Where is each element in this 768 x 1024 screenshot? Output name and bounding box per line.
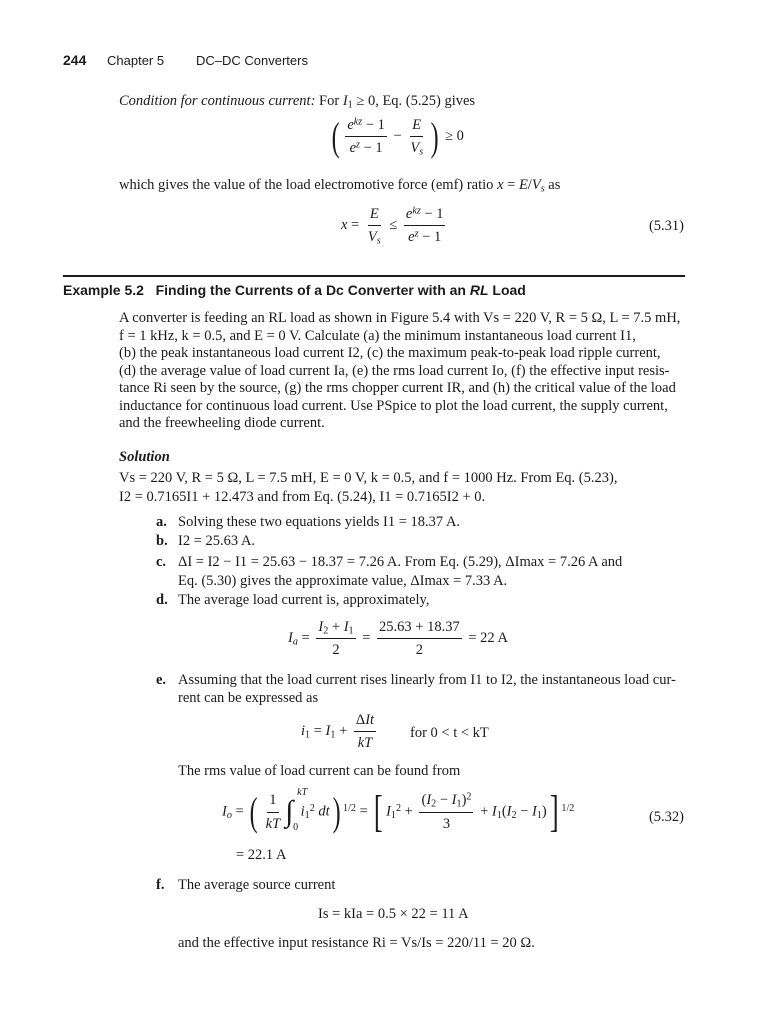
equation-5-32: $I_o$ = ( $\frac{1}{kT}$ ∫ kT 0 $i_1^2$ dt) $^{1/2}$ = [ $I_1^2$ + $\frac{(I_2 - I_1)^2}{3}$ + $I_1(I_2 - I_1)$] $^{1/2}$: [222, 787, 575, 836]
emf-sentence: which gives the value of the load electromotive force (emf) ratio $x = E/V_s$ as: [119, 177, 561, 195]
item-b-text: I2 = 25.63 A.: [178, 533, 256, 549]
item-c-label: c.: [156, 554, 167, 570]
condition-text-b: ≥ 0, Eq. (5.25) gives: [352, 93, 476, 109]
example-label: Example 5.2: [63, 282, 144, 298]
example-divider: [63, 275, 685, 277]
average-current-result: = 22 A: [468, 629, 508, 646]
item-f-label: f.: [156, 877, 165, 893]
item-d-label: d.: [156, 592, 168, 608]
problem-line: f = 1 kHz, k = 0.5, and E = 0 V. Calculate (a) the minimum instantaneous load current I1,: [119, 327, 636, 344]
item-e-label: e.: [156, 672, 167, 688]
item-f-text-1: The average source current: [178, 877, 336, 893]
solution-line-2: I2 = 0.7165I1 + 12.473 and from Eq. (5.24), I1 = 0.7165I2 + 0.: [119, 489, 486, 505]
condition-lead: Condition for continuous current:: [119, 93, 316, 109]
example-heading: Example 5.2 Finding the Currents of a Dc Converter with an RL Load: [63, 282, 526, 298]
item-e-text-2: rent can be expressed as: [178, 690, 319, 706]
equation-number-5-32: (5.32): [648, 809, 684, 825]
item-c-text-2: Eq. (5.30) gives the approximate value, ΔImax = 7.33 A.: [178, 573, 508, 589]
solution-line-1: Vs = 220 V, R = 5 Ω, L = 7.5 mH, E = 0 V, k = 0.5, and f = 1000 Hz. From Eq. (5.23),: [119, 470, 618, 486]
equation-5-31: x = $\frac{E}{V_s}$ ≤ $\frac{e^{kz} - 1}{e^z - 1}$: [341, 205, 444, 247]
geq-zero: ≥ 0: [445, 127, 464, 144]
average-current-equation: $I_a$ = $\frac{I_2 + I_1}{2}$ = $\frac{25.63 + 18.37}{2}$ = 22 A: [288, 619, 508, 659]
item-c-text-1: ΔI = I2 − I1 = 25.63 − 18.37 = 7.26 A. From Eq. (5.29), ΔImax = 7.26 A and: [178, 554, 623, 570]
condition-inequality: ( $\frac{e^{kz} - 1}{e^z - 1}$ − $\frac{E}{V_s}$ ) ≥ 0: [331, 113, 464, 159]
problem-line: tance Ri seen by the source, (g) the rms chopper current IR, and (h) the critical value of the load: [119, 380, 676, 396]
problem-line: A converter is feeding an RL load as shown in Figure 5.4 with Vs = 220 V, R = 5 Ω, L = 7.5 mH,: [119, 310, 681, 326]
example-problem: [119, 309, 686, 432]
chapter-title: DC–DC Converters: [196, 53, 308, 68]
source-current-equation: Is = kIa = 0.5 × 22 = 11 A: [318, 906, 469, 922]
item-b-label: b.: [156, 533, 168, 549]
item-e-text-3: The rms value of load current can be found from: [178, 763, 461, 779]
solution-heading: Solution: [119, 449, 170, 465]
item-a-label: a.: [156, 514, 167, 530]
page-number: 244: [63, 52, 87, 68]
item-a-text: Solving these two equations yields I1 = 18.37 A.: [178, 514, 461, 530]
problem-line: and the freewheeling diode current.: [119, 415, 325, 431]
chapter-label: Chapter 5: [107, 53, 165, 68]
problem-line: (d) the average value of load current Ia, (e) the rms load current Io, (f) the effective input resis-: [119, 362, 670, 379]
instantaneous-current-equation: $i_1 = I_1$ + $\frac{\text{ΔIt}}{kT}$: [301, 712, 375, 752]
time-condition: for 0 < t < kT: [410, 725, 489, 741]
example-title-a: Finding the Currents of a Dc Converter with an: [155, 282, 470, 298]
problem-line: (b) the peak instantaneous load current I2, (c) the maximum peak-to-peak load ripple current,: [119, 345, 661, 361]
item-f-text-2: and the effective input resistance Ri = Vs/Is = 220/11 = 20 Ω.: [178, 935, 535, 951]
item-d-text: The average load current is, approximately,: [178, 592, 430, 608]
condition-text-a: For: [319, 93, 343, 109]
item-e-text-1: Assuming that the load current rises linearly from I1 to I2, the instantaneous load cur-: [178, 672, 676, 688]
problem-line: inductance for continuous load current. Use PSpice to plot the load current, the supply current,: [119, 397, 668, 414]
equation-number-5-31: (5.31): [648, 218, 684, 234]
condition-line: Condition for continuous current: For $I_1 \ge 0$, Eq. (5.25) gives: [119, 93, 476, 111]
rms-current-result: = 22.1 A: [236, 847, 287, 863]
